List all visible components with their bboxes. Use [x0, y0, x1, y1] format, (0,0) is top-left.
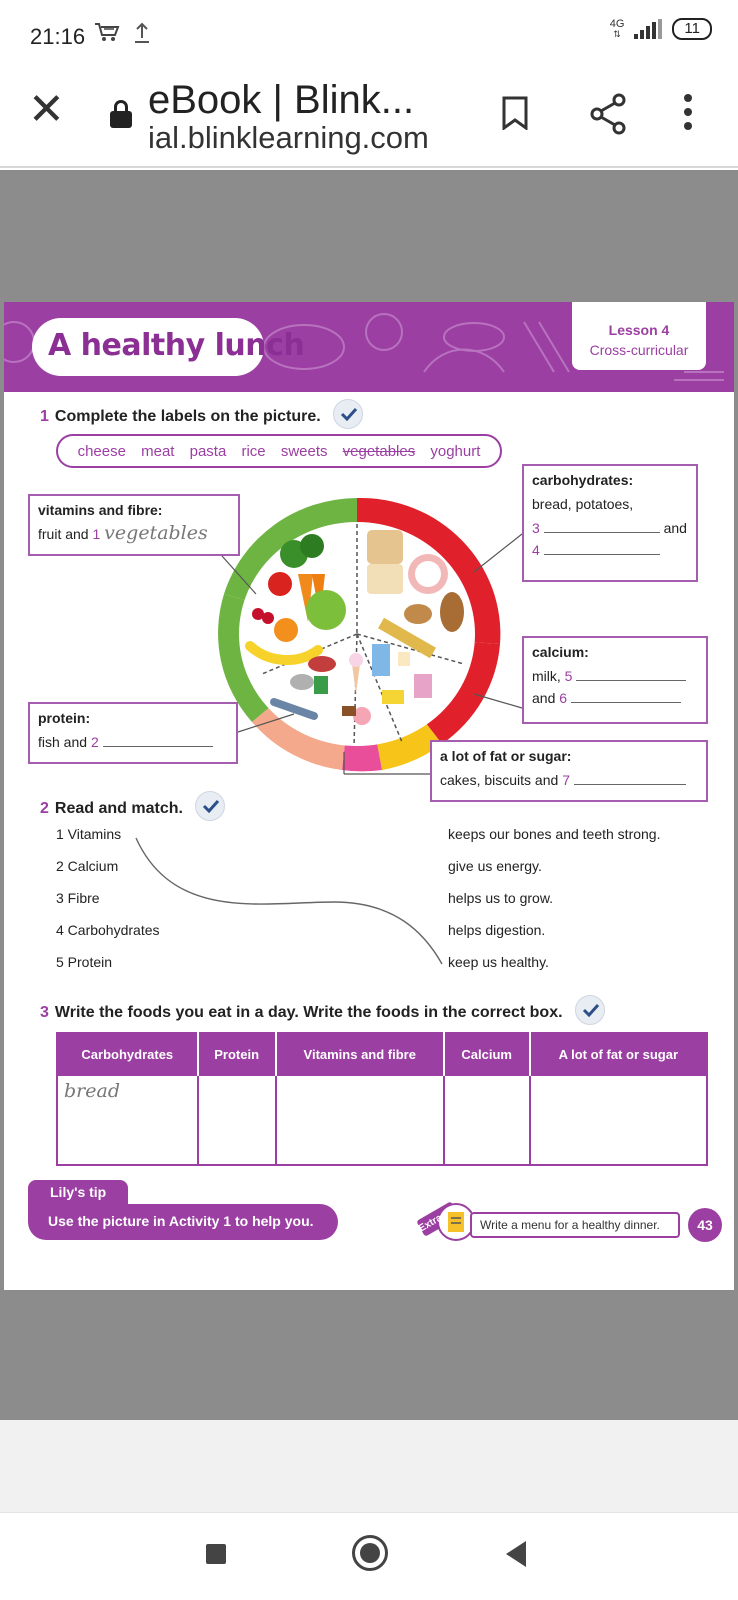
- match-left-item[interactable]: 5 Protein: [56, 954, 113, 970]
- upload-icon: [134, 22, 150, 50]
- label-text: bread, potatoes,: [532, 496, 634, 512]
- blank-number: 5: [564, 668, 573, 684]
- label-carbohydrates: [522, 464, 698, 582]
- check-icon[interactable]: [333, 399, 363, 429]
- answer-3[interactable]: [544, 521, 660, 533]
- activity1-text: Complete the labels on the picture.: [54, 408, 321, 426]
- tip-label: Lily's tip: [28, 1180, 128, 1206]
- column-header: Carbohydrates: [57, 1033, 198, 1075]
- match-left-item[interactable]: 1 Vitamins: [56, 826, 122, 842]
- column-header: A lot of fat or sugar: [530, 1033, 707, 1075]
- match-right-list: [448, 826, 660, 986]
- label-heading: carbohydrates:: [532, 472, 634, 488]
- label-heading: calcium:: [532, 644, 589, 660]
- column-header: Calcium: [444, 1033, 530, 1075]
- table-cell[interactable]: [57, 1075, 198, 1165]
- table-cell[interactable]: [276, 1075, 444, 1165]
- network-type: 4G ⇅: [609, 18, 625, 39]
- close-icon[interactable]: ✕: [28, 84, 65, 135]
- label-calcium: [522, 636, 708, 724]
- blank-number: 1: [92, 526, 101, 542]
- battery-icon: 11: [672, 18, 712, 40]
- blank-number: 3: [532, 520, 540, 536]
- word-bank: [56, 434, 502, 468]
- answer-7[interactable]: [574, 773, 686, 785]
- activity2-text: Read and match.: [54, 800, 183, 818]
- column-header: Protein: [198, 1033, 276, 1075]
- activity1-number: 1: [40, 408, 49, 426]
- word: sweets: [280, 442, 328, 460]
- label-text: milk,: [532, 668, 561, 684]
- browser-toolbar: [0, 72, 738, 168]
- match-left-item[interactable]: 3 Fibre: [56, 890, 100, 906]
- lesson-badge: [572, 302, 706, 370]
- extra-badge-text: Extra: [416, 1212, 445, 1235]
- label-heading: a lot of fat or sugar:: [440, 748, 572, 764]
- column-header: Vitamins and fibre: [276, 1033, 444, 1075]
- label-text: fish and: [38, 734, 88, 750]
- back-icon[interactable]: [506, 1541, 526, 1567]
- recents-icon[interactable]: [206, 1544, 226, 1564]
- lock-icon: [110, 100, 132, 128]
- answer-4[interactable]: [544, 543, 660, 555]
- extra-badge: [416, 1200, 472, 1244]
- match-right-item[interactable]: give us energy.: [448, 858, 542, 874]
- lesson-number: Lesson 4: [608, 322, 670, 338]
- label-text: and: [663, 520, 687, 536]
- label-text: fruit and: [38, 526, 89, 542]
- lesson-title: A healthy lunch: [48, 328, 305, 363]
- food-groups-table: [56, 1032, 708, 1166]
- word: pasta: [189, 442, 227, 460]
- lesson-title-pill: [32, 318, 305, 376]
- android-nav-bar: [0, 1512, 738, 1600]
- answer-carbohydrates[interactable]: bread: [64, 1080, 120, 1102]
- label-heading: protein:: [38, 710, 91, 726]
- table-row: [57, 1075, 707, 1165]
- share-icon[interactable]: [588, 92, 628, 136]
- match-right-item[interactable]: keep us healthy.: [448, 954, 549, 970]
- cart-icon: [94, 22, 120, 48]
- viewer-bottom: [0, 1420, 738, 1512]
- label-text: and: [532, 690, 556, 706]
- table-cell[interactable]: [198, 1075, 276, 1165]
- table-cell[interactable]: [444, 1075, 530, 1165]
- blank-number: 2: [90, 734, 99, 750]
- page-title: eBook | Blink...: [148, 78, 415, 122]
- check-icon[interactable]: [195, 791, 225, 821]
- match-left-item[interactable]: 2 Calcium: [56, 858, 119, 874]
- label-fat-sugar: [430, 740, 708, 802]
- match-right-item[interactable]: helps us to grow.: [448, 890, 554, 906]
- lesson-subject: Cross-curricular: [589, 342, 689, 358]
- match-left-list: [56, 826, 160, 986]
- extra-task: Write a menu for a healthy dinner.: [470, 1212, 680, 1238]
- bookmark-icon[interactable]: [502, 96, 528, 130]
- match-line: [136, 838, 442, 964]
- status-right: [610, 18, 712, 40]
- activity3-text: Write the foods you eat in a day. Write the foods in the correct box.: [54, 1004, 563, 1022]
- label-protein: [28, 702, 238, 764]
- answer-5[interactable]: [576, 669, 686, 681]
- activity3-title: [40, 998, 605, 1028]
- table-header-row: [57, 1033, 707, 1075]
- activity2-number: 2: [40, 800, 49, 818]
- match-right-item[interactable]: helps digestion.: [448, 922, 546, 938]
- blank-number: 6: [559, 690, 568, 706]
- word: cheese: [77, 442, 126, 460]
- status-time: 21:16: [30, 24, 86, 49]
- food-plate-illustration: [202, 494, 512, 774]
- label-heading: vitamins and fibre:: [38, 502, 163, 518]
- check-icon[interactable]: [575, 995, 605, 1025]
- activity1-title: [40, 402, 363, 432]
- tip-text: Use the picture in Activity 1 to help you.: [28, 1204, 338, 1240]
- page-number: 43: [688, 1208, 722, 1242]
- activity2-title: [40, 794, 225, 824]
- answer-2[interactable]: [103, 735, 213, 747]
- home-icon[interactable]: [352, 1535, 388, 1571]
- url-text[interactable]: ial.blinklearning.com: [148, 120, 429, 155]
- blank-number: 4: [532, 542, 540, 558]
- word-struck: vegetables: [342, 442, 416, 460]
- activity3-number: 3: [40, 1004, 49, 1022]
- ebook-page: [4, 302, 734, 1290]
- answer-1[interactable]: vegetables: [104, 522, 208, 544]
- label-vitamins: [28, 494, 240, 556]
- table-cell[interactable]: [530, 1075, 707, 1165]
- answer-6[interactable]: [571, 691, 681, 703]
- word: yoghurt: [430, 442, 481, 460]
- blank-number: 7: [562, 772, 570, 788]
- word: rice: [241, 442, 266, 460]
- match-right-item[interactable]: keeps our bones and teeth strong.: [448, 826, 661, 842]
- page-header: [4, 302, 734, 392]
- word: meat: [141, 442, 175, 460]
- status-bar: [0, 0, 738, 72]
- more-options-icon[interactable]: [682, 94, 694, 134]
- signal-icon: [634, 19, 662, 39]
- match-left-item[interactable]: 4 Carbohydrates: [56, 922, 160, 938]
- label-text: cakes, biscuits and: [440, 772, 559, 788]
